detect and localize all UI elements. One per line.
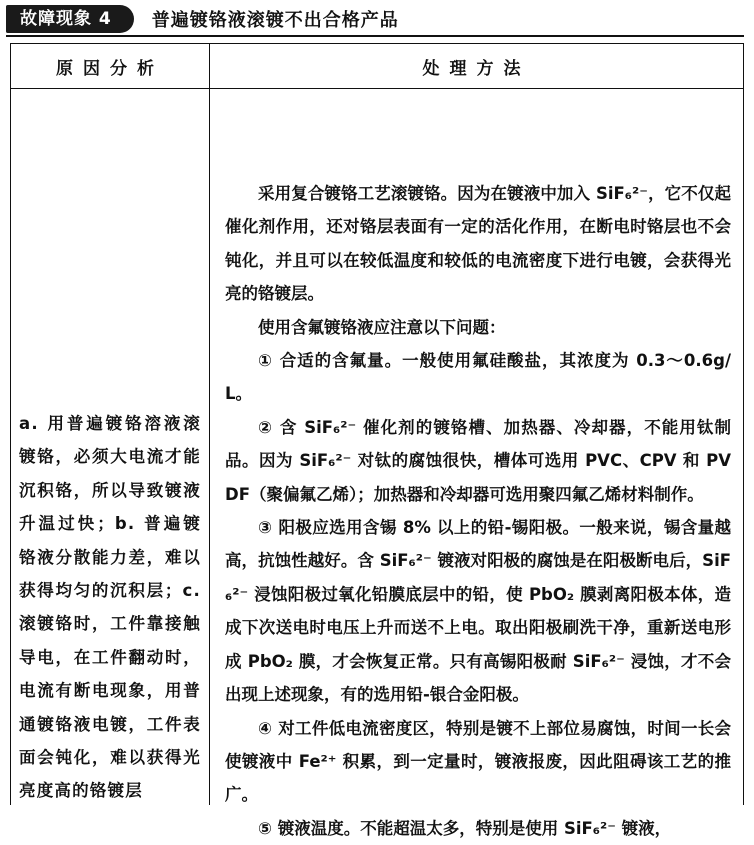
method-paragraph: ③ 阳极应选用含锡 8% 以上的铅-锡阳极。一般来说，锡含量越高，抗蚀性越好。含 SiF₆²⁻ 镀液对阳极的腐蚀是在阳极断电后，SiF₆²⁻ 浸蚀阳极过氧化铅膜底层中的铅，使 PbO₂ 膜剥离阳极本体，造成下次送电时电压上升而送不上电。取出阳极刷洗干净，重新送电形成 PbO₂ 膜，才会恢复正常。只有高锡阳极耐 SiF₆²⁻ 浸蚀，才不会出现上述现象，有的选用铅-银合金阳极。: [225, 518, 731, 705]
cause-cell: [11, 89, 210, 805]
method-paragraph: ④ 对工件低电流密度区，特别是镀不上部位易腐蚀，时间一长会使镀液中 Fe²⁺ 积累，到一定量时，镀液报废，因此阻碍该工艺的推广。: [225, 718, 731, 805]
method-paragraph: ① 合适的含氟量。一般使用氟硅酸盐，其浓度为 0.3～0.6g/L。: [225, 351, 731, 404]
header-rule: [6, 35, 744, 37]
method-cell: [211, 89, 743, 838]
fault-tag: 故障现象 4: [6, 5, 134, 33]
fault-table: [10, 43, 744, 838]
section-banner: [6, 4, 399, 34]
cause-text: a. 用普遍镀铬溶液滚镀铬，必须大电流才能沉积铬，所以导致镀液升温过快；b. 普遍镀铬液分散能力差，难以获得均匀的沉积层；c. 滚镀铬时，工件靠接触导电，在工件翻动时，电流有断电现象，用普通镀铬液电镀，工件表面会钝化，难以获得光亮度高的铬镀层: [19, 414, 201, 801]
method-paragraph: 采用复合镀铬工艺滚镀铬。因为在镀液中加入 SiF₆²⁻，它不仅起催化剂作用，还对铬层表面有一定的活化作用，在断电时铬层也不会钝化，并且可以在较低温度和较低的电流密度下进行电镀，会获得光亮的铬镀层。: [225, 184, 731, 304]
cause-column-header: 原因分析: [11, 44, 210, 88]
fault-title: 普遍镀铬液滚镀不出合格产品: [151, 10, 399, 31]
method-column-header: 处理方法: [422, 58, 531, 79]
method-paragraph: ⑤ 镀液温度。不能超温太多，特别是使用 SiF₆²⁻ 镀液，: [258, 818, 672, 838]
table-header: [11, 44, 743, 89]
method-paragraph: ② 含 SiF₆²⁻ 催化剂的镀铬槽、加热器、冷却器，不能用钛制品。因为 SiF₆²⁻ 对钛的腐蚀很快，槽体可选用 PVC、CPV 和 PVDF（聚偏氟乙烯）；加热器和冷却器可选用聚四氟乙烯材料制作。: [225, 417, 731, 504]
method-text: [225, 177, 731, 845]
method-paragraph: 使用含氟镀铬液应注意以下问题：: [258, 317, 506, 337]
